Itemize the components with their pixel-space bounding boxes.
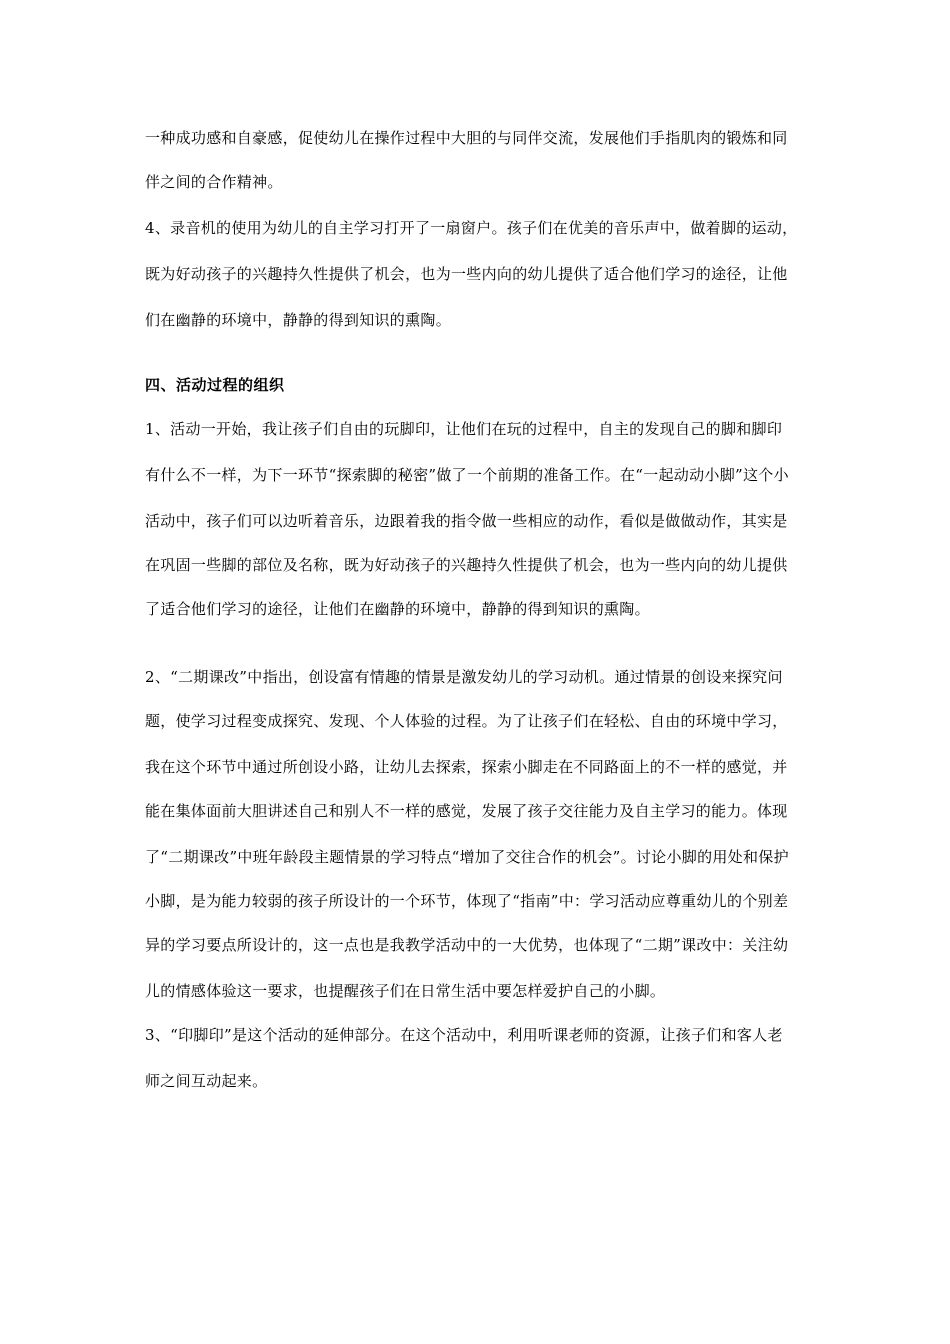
- paragraph-line: 题，使学习过程变成探究、发现、个人体验的过程。为了让孩子们在轻松、自由的环境中学习，: [145, 712, 788, 730]
- paragraph-line: 一种成功感和自豪感，促使幼儿在操作过程中大胆的与同伴交流，发展他们手指肌肉的锻炼和同: [145, 129, 788, 147]
- paragraph-line: 们在幽静的环境中，静静的得到知识的熏陶。: [145, 311, 452, 329]
- paragraph-line: 活动中，孩子们可以边听着音乐，边跟着我的指令做一些相应的动作，看似是做做动作，其实是: [145, 512, 788, 530]
- paragraph-line: 小脚，是为能力较弱的孩子所设计的一个环节，体现了“指南”中：学习活动应尊重幼儿的个别差: [145, 892, 789, 910]
- section-heading: 四、活动过程的组织: [145, 376, 285, 394]
- paragraph-line: 伴之间的合作精神。: [145, 173, 283, 191]
- paragraph-line: 我在这个环节中通过所创设小路，让幼儿去探索，探索小脚走在不同路面上的不一样的感觉，并: [145, 758, 788, 776]
- paragraph-line: 了“二期课改”中班年龄段主题情景的学习特点“增加了交往合作的机会”。讨论小脚的用处和保护: [145, 848, 789, 866]
- paragraph-line: 2、“二期课改”中指出，创设富有情趣的情景是激发幼儿的学习动机。通过情景的创设来探究问: [145, 668, 783, 686]
- paragraph-line: 能在集体面前大胆讲述自己和别人不一样的感觉，发展了孩子交往能力及自主学习的能力。体现: [145, 802, 788, 820]
- paragraph-line: 有什么不一样，为下一环节“探索脚的秘密”做了一个前期的准备工作。在“一起动动小脚”这个小: [145, 466, 789, 484]
- paragraph-line: 了适合他们学习的途径，让他们在幽静的环境中，静静的得到知识的熏陶。: [145, 600, 650, 618]
- paragraph-line: 儿的情感体验这一要求，也提醒孩子们在日常生活中要怎样爱护自己的小脚。: [145, 982, 666, 1000]
- paragraph-line: 异的学习要点所设计的，这一点也是我教学活动中的一大优势，也体现了“二期”课改中：关注幼: [145, 936, 789, 954]
- paragraph-line: 4、录音机的使用为幼儿的自主学习打开了一扇窗户。孩子们在优美的音乐声中，做着脚的运动，: [145, 219, 798, 237]
- paragraph-line: 1、活动一开始，我让孩子们自由的玩脚印，让他们在玩的过程中，自主的发现自己的脚和脚印: [145, 420, 783, 438]
- paragraph-line: 在巩固一些脚的部位及名称，既为好动孩子的兴趣持久性提供了机会，也为一些内向的幼儿提供: [145, 556, 788, 574]
- paragraph-line: 既为好动孩子的兴趣持久性提供了机会，也为一些内向的幼儿提供了适合他们学习的途径，让他: [145, 265, 788, 283]
- paragraph-line: 3、“印脚印”是这个活动的延伸部分。在这个活动中，利用听课老师的资源，让孩子们和客人老: [145, 1026, 783, 1044]
- paragraph-line: 师之间互动起来。: [145, 1072, 268, 1090]
